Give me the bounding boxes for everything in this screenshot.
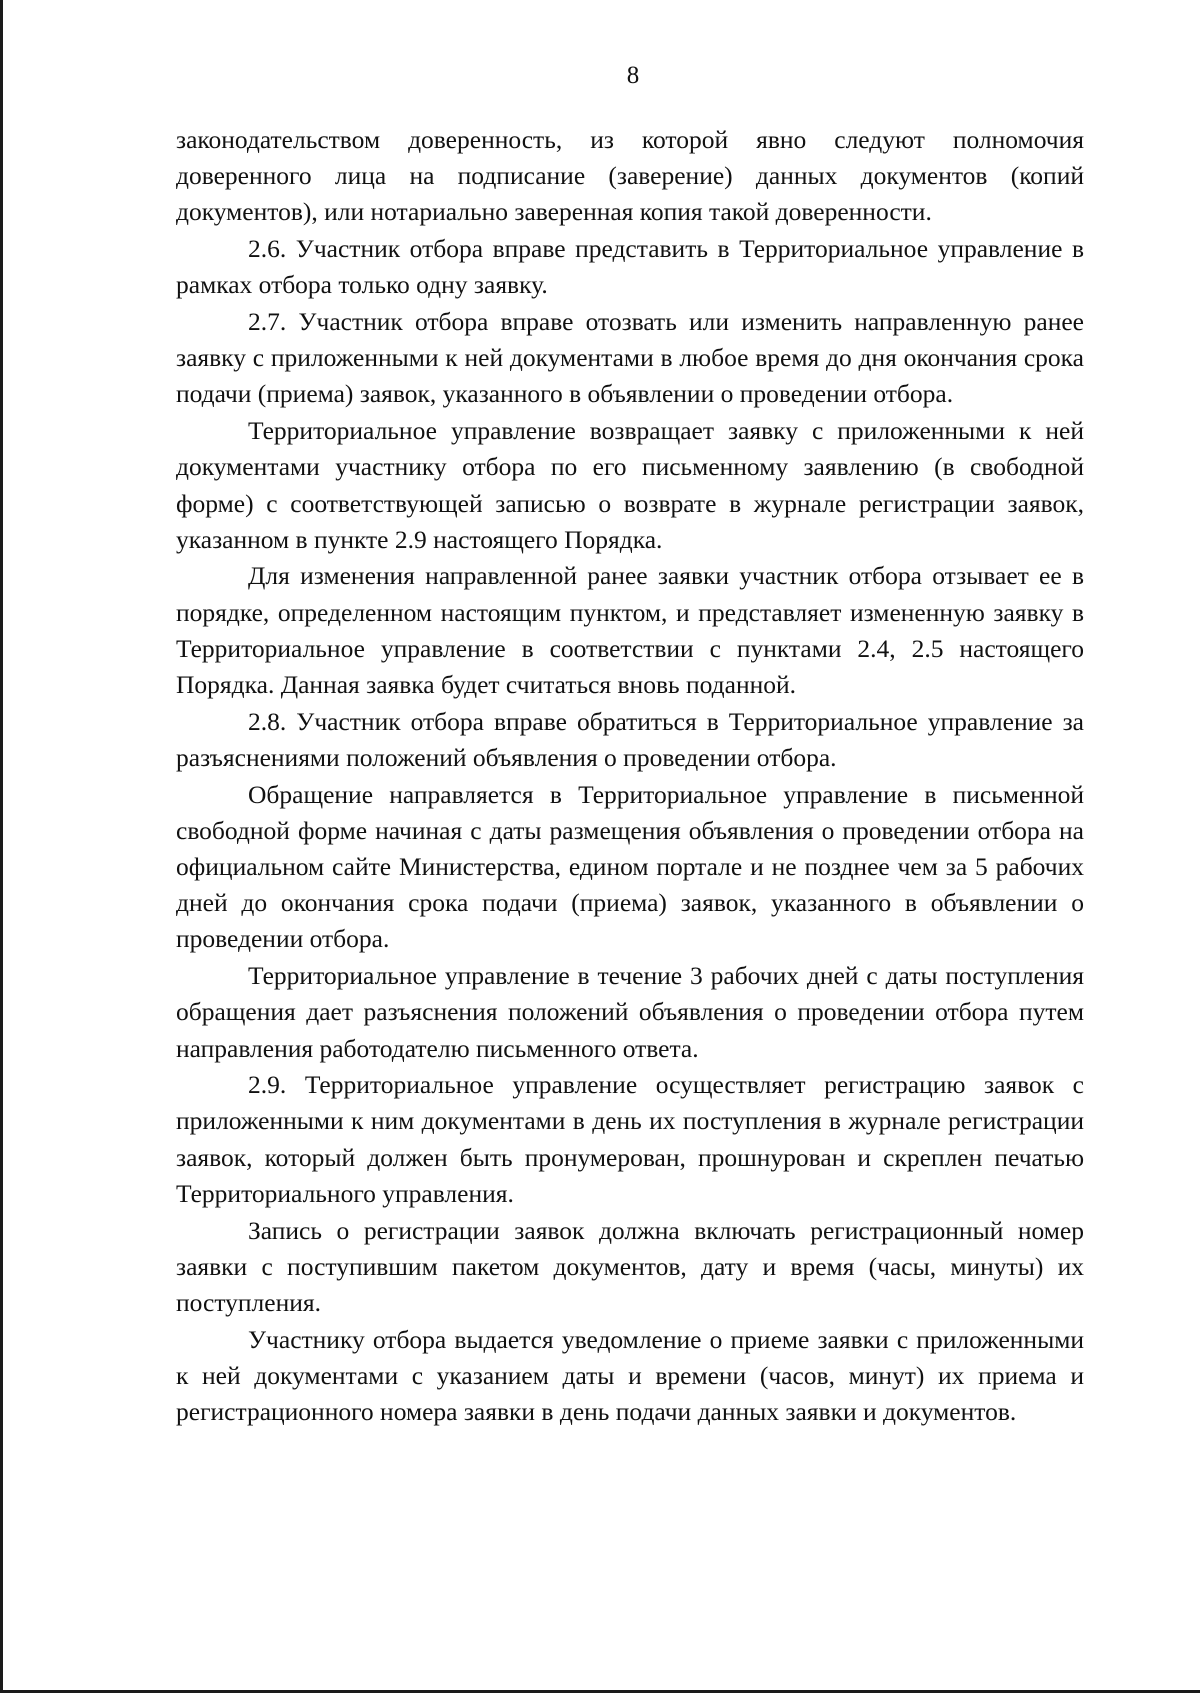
paragraph-notification: Участнику отбора выдается уведомление о приеме заявки с приложенными к ней документами с указанием даты и времени (часов, минут) их приема и регистрационного номера заявки в день подачи данных заявки и документов. [176,1324,1084,1427]
paragraph-change-application: Для изменения направленной ранее заявки участник отбора отзывает ее в порядке, определенном настоящим пунктом, и представляет измененную заявку в Территориальное управление в соответствии с пунктами 2.4, 2.5 настоящего Порядка. Данная заявка будет считаться вновь поданной. [176,561,1084,700]
paragraph-2-9: 2.9. Территориальное управление осуществляет регистрацию заявок с приложенными к ним документами в день их поступления в журнале регистрации заявок, который должен быть пронумерован, прошнурован и скреплен печатью Территориального управления. [176,1070,1084,1208]
document-body [176,122,1084,1431]
paragraph-clarification: Территориальное управление в течение 3 рабочих дней с даты поступления обращения дает разъяснения положений объявления о проведении отбора путем направления работодателю письменного ответа. [176,961,1084,1063]
paragraph-return-application: Территориальное управление возвращает заявку с приложенными к ней документами участнику отбора по его письменному заявлению (в свободной форме) с соответствующей записью о возврате в журнале регистрации заявок, указанном в пункте 2.9 настоящего Порядка. [176,416,1084,554]
paragraph-registration-record: Запись о регистрации заявок должна включать регистрационный номер заявки с поступившим пакетом документов, дату и время (часы, минуты) их поступления. [176,1215,1084,1317]
paragraph-2-8: 2.8. Участник отбора вправе обратиться в Территориальное управление за разъяснениями положений объявления о проведении отбора. [176,706,1084,772]
paragraph-2-7: 2.7. Участник отбора вправе отозвать или изменить направленную ранее заявку с приложенными к ней документами в любое время до дня окончания срока подачи (приема) заявок, указанного в объявлении о проведении отбора. [176,307,1084,409]
page-number: 8 [626,62,640,89]
paragraph-2-6: 2.6. Участник отбора вправе представить в Территориальное управление в рамках отбора только одну заявку. [176,234,1084,300]
paragraph-continued: законодательством доверенность, из которой явно следуют полномочия доверенного лица на подписание (заверение) данных документов (копий документов), или нотариально заверенная копия такой доверенности. [176,125,1084,227]
paragraph-appeal: Обращение направляется в Территориальное управление в письменной свободной форме начиная с даты размещения объявления о проведении отбора на официальном сайте Министерства, едином портале и не позднее чем за 5 рабочих дней до окончания срока подачи (приема) заявок, указанного в объявлении о проведении отбора. [176,779,1084,954]
